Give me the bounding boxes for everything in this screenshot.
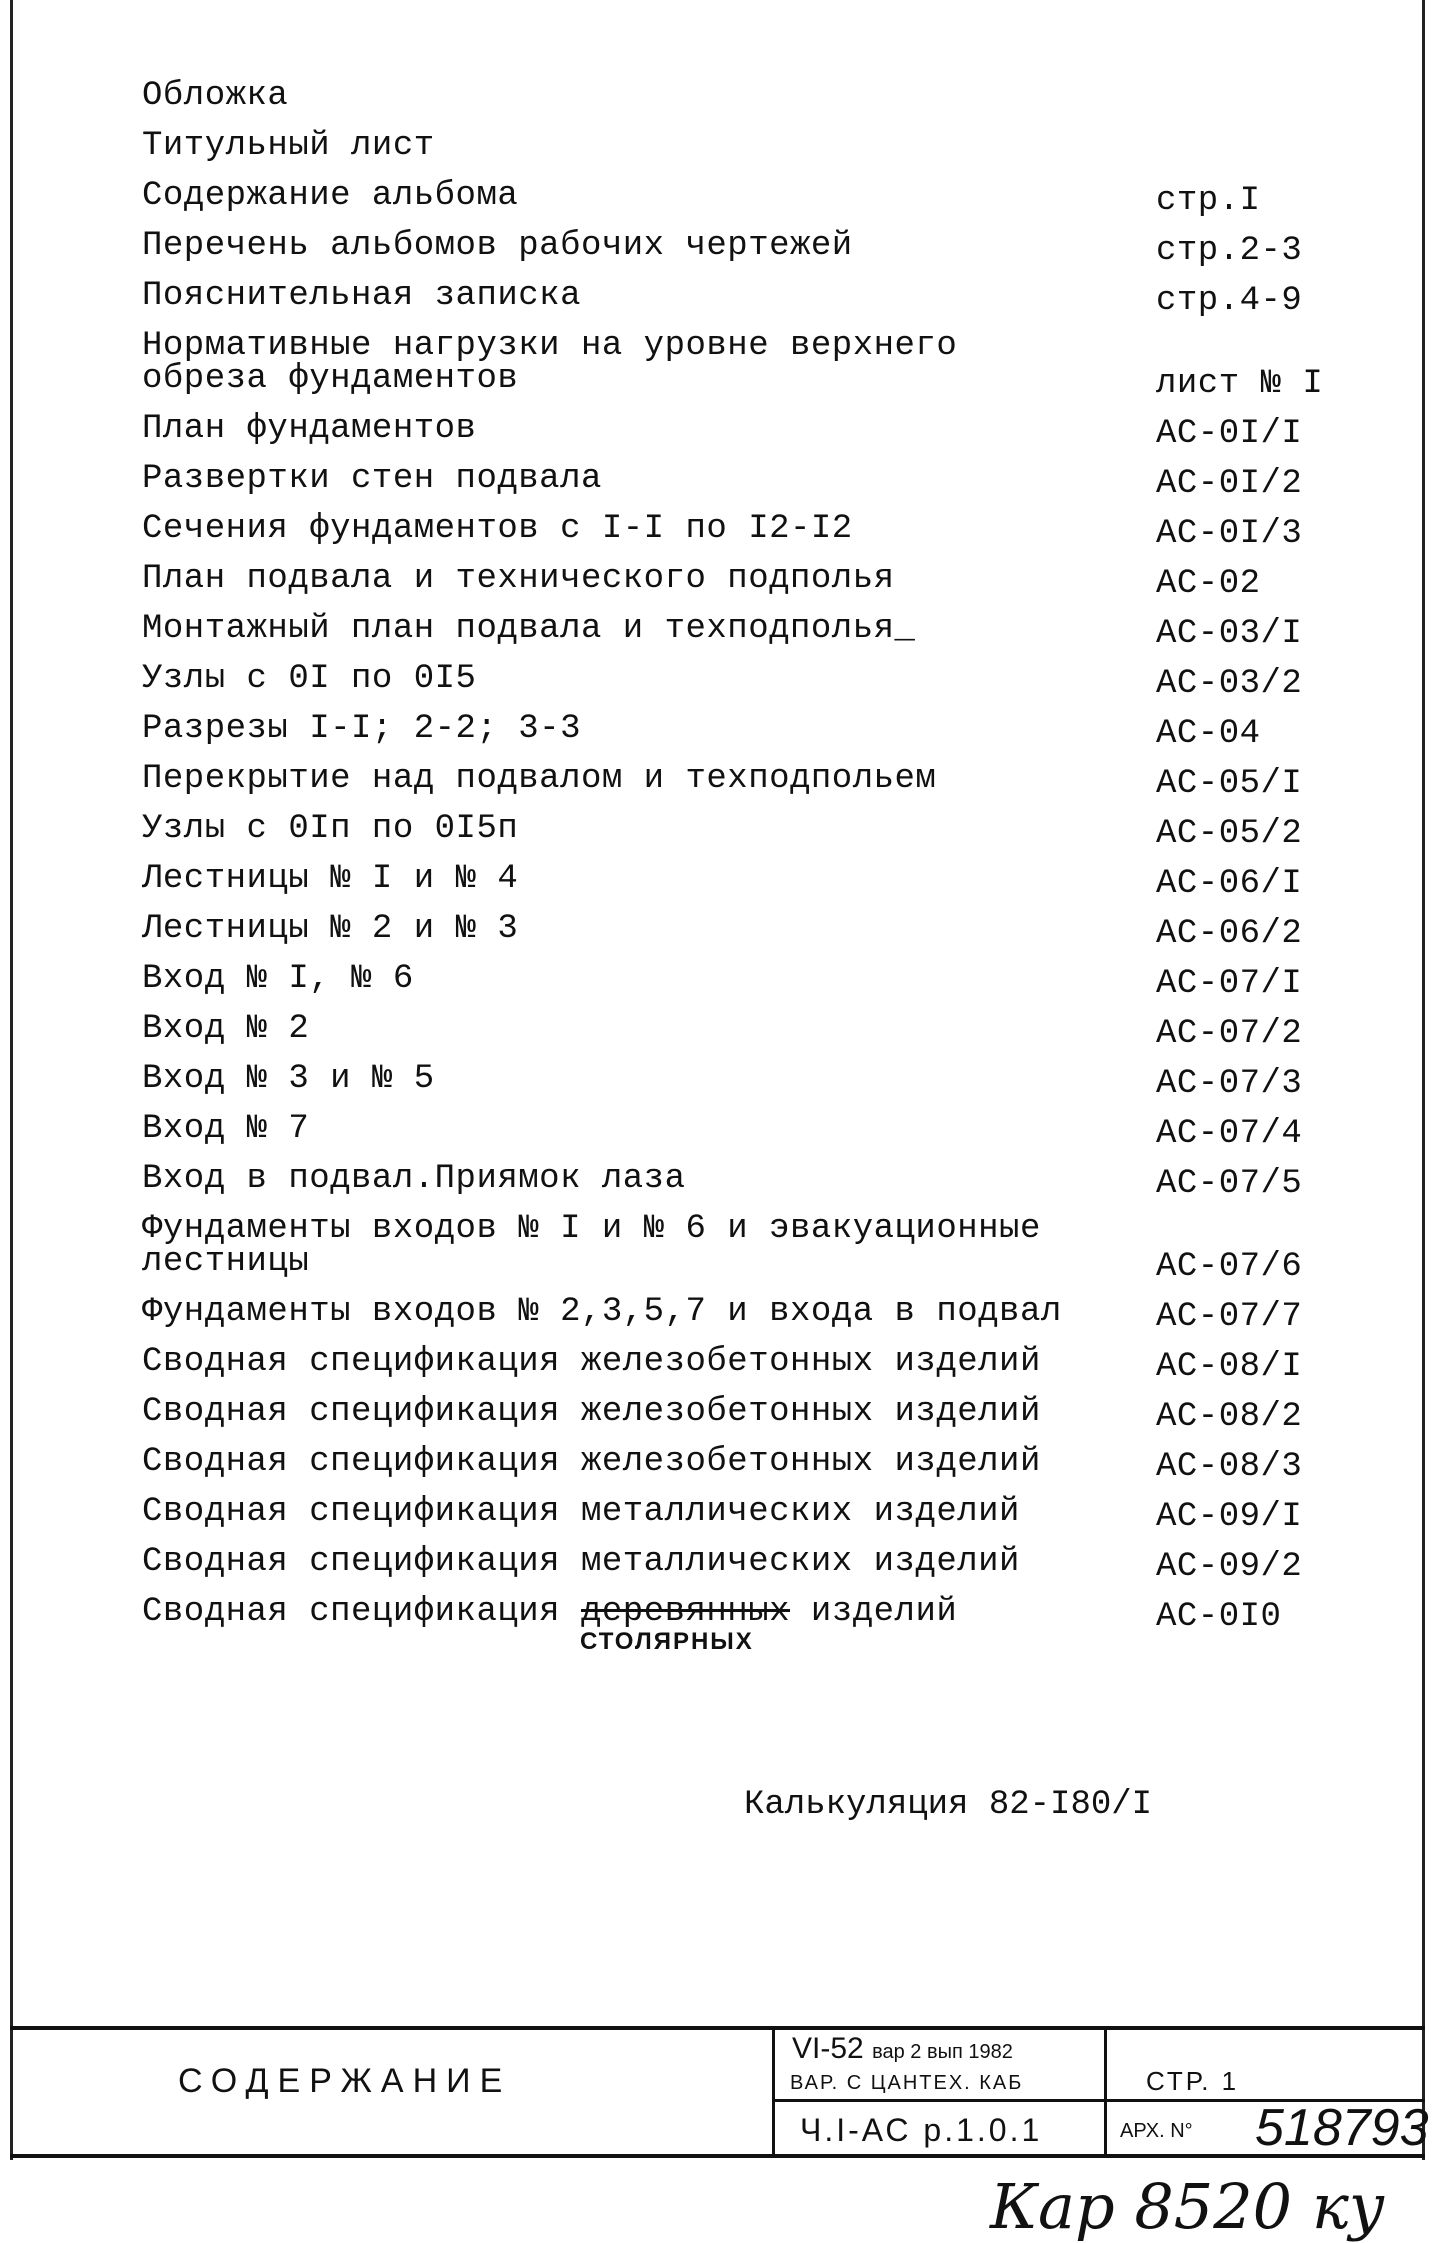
item-ref: АС-0I0 bbox=[1156, 1598, 1282, 1636]
item-ref: АС-08/I bbox=[1156, 1348, 1303, 1386]
signature: Кар 8520 ку bbox=[990, 2170, 1385, 2243]
sheet-title: СОДЕРЖАНИЕ bbox=[178, 2062, 512, 2100]
item-ref: АС-0I/3 bbox=[1156, 515, 1303, 553]
contents-item bbox=[142, 177, 1342, 230]
archive-number: 518793 bbox=[1255, 2099, 1429, 2157]
item-title: Сводная спецификация железобетонных изделий bbox=[142, 1443, 1041, 1481]
item-title: Перекрытие над подвалом и техподпольем bbox=[142, 760, 937, 798]
item-ref: АС-05/I bbox=[1156, 765, 1303, 803]
contents-item bbox=[142, 127, 1342, 180]
contents-item bbox=[142, 410, 1342, 463]
contents-item bbox=[142, 1010, 1342, 1063]
item-title: Сводная спецификация железобетонных изделий bbox=[142, 1343, 1041, 1381]
contents-item bbox=[142, 1293, 1342, 1346]
item-ref: стр.4-9 bbox=[1156, 282, 1303, 320]
item-title: Лестницы № I и № 4 bbox=[142, 860, 519, 898]
item-title: План подвала и технического подполья bbox=[142, 560, 895, 598]
handwritten-correction: СТОЛЯРНЫХ bbox=[580, 1628, 754, 1655]
item-title: Фундаменты входов № I и № 6 и эвакуационные лестницы bbox=[142, 1210, 1041, 1281]
contents-item bbox=[142, 510, 1342, 563]
item-ref: АС-07/7 bbox=[1156, 1298, 1303, 1336]
item-ref: АС-06/I bbox=[1156, 865, 1303, 903]
item-title: Сечения фундаментов с I-I по I2-I2 bbox=[142, 510, 853, 548]
item-ref: АС-0I/I bbox=[1156, 415, 1303, 453]
item-title: Сводная спецификация металлических изделий bbox=[142, 1493, 1020, 1531]
item-title: План фундаментов bbox=[142, 410, 477, 448]
item-title: Вход в подвал.Приямок лаза bbox=[142, 1160, 686, 1198]
contents-item bbox=[142, 1343, 1342, 1396]
contents-item bbox=[142, 1543, 1342, 1596]
item-ref: АС-06/2 bbox=[1156, 915, 1303, 953]
item-ref: АС-02 bbox=[1156, 565, 1261, 603]
page-number: СТР. 1 bbox=[1146, 2066, 1240, 2096]
variant: ВАР. С ЦАНТЕХ. КАБ bbox=[790, 2072, 1024, 2094]
item-title: Перечень альбомов рабочих чертежей bbox=[142, 227, 853, 265]
item-title: Вход № 3 и № 5 bbox=[142, 1060, 435, 1098]
contents-item bbox=[142, 560, 1342, 613]
item-ref: АС-0I/2 bbox=[1156, 465, 1303, 503]
item-ref: стр.I bbox=[1156, 182, 1261, 220]
struck-word: деревянных bbox=[580, 1593, 791, 1631]
item-ref: АС-08/2 bbox=[1156, 1398, 1303, 1436]
item-ref: АС-03/I bbox=[1156, 615, 1303, 653]
item-title: Монтажный план подвала и техподполья_ bbox=[142, 610, 916, 648]
item-ref: АС-07/4 bbox=[1156, 1115, 1303, 1153]
item-ref: АС-07/3 bbox=[1156, 1065, 1303, 1103]
item-ref: АС-03/2 bbox=[1156, 665, 1303, 703]
item-title: Обложка bbox=[142, 77, 289, 115]
calculation-reference: Калькуляция 82-I80/I bbox=[744, 1786, 1153, 1824]
contents-item bbox=[142, 77, 1342, 130]
frame-left-border bbox=[10, 0, 13, 2160]
item-title: Вход № I, № 6 bbox=[142, 960, 414, 998]
document-code: Ч.I-АС р.1.0.1 bbox=[800, 2112, 1043, 2148]
contents-item bbox=[142, 760, 1342, 813]
item-ref: АС-09/I bbox=[1156, 1498, 1303, 1536]
item-title: Узлы с 0Iп по 0I5п bbox=[142, 810, 519, 848]
archive-label: АРХ. N° bbox=[1120, 2120, 1193, 2142]
contents-item bbox=[142, 660, 1342, 713]
contents-item-last bbox=[142, 1593, 1342, 1655]
item-ref: АС-07/I bbox=[1156, 965, 1303, 1003]
item-title: Сводная спецификация железобетонных изделий bbox=[142, 1393, 1041, 1431]
item-title: Фундаменты входов № 2,3,5,7 и входа в подвал bbox=[142, 1293, 1062, 1331]
item-title: Содержание альбома bbox=[142, 177, 519, 215]
title-block-bottom-line bbox=[10, 2154, 1425, 2158]
item-title: Лестницы № 2 и № 3 bbox=[142, 910, 519, 948]
contents-item bbox=[142, 1110, 1342, 1163]
item-ref: АС-04 bbox=[1156, 715, 1261, 753]
item-ref: АС-05/2 bbox=[1156, 815, 1303, 853]
item-title: Сводная спецификация металлических изделий bbox=[142, 1543, 1020, 1581]
item-title: Развертки стен подвала bbox=[142, 460, 602, 498]
item-ref: лист № I bbox=[1156, 365, 1324, 403]
contents-item bbox=[142, 327, 1342, 413]
contents-item bbox=[142, 460, 1342, 513]
contents-item bbox=[142, 610, 1342, 663]
contents-item bbox=[142, 1160, 1342, 1213]
item-title: Разрезы I-I; 2-2; 3-3 bbox=[142, 710, 581, 748]
item-title: Узлы с 0I по 0I5 bbox=[142, 660, 477, 698]
series: VI-52 вар 2 вып 1982 bbox=[792, 2032, 1013, 2065]
item-title: Нормативные нагрузки на уровне верхнего обреза фундаментов bbox=[142, 327, 958, 398]
title-block-divider bbox=[772, 2028, 775, 2156]
contents-item bbox=[142, 960, 1342, 1013]
item-ref: АС-09/2 bbox=[1156, 1548, 1303, 1586]
title-block-divider bbox=[1104, 2028, 1107, 2156]
contents-item bbox=[142, 810, 1342, 863]
contents-item bbox=[142, 277, 1342, 330]
item-title: Титульный лист bbox=[142, 127, 435, 165]
contents-item bbox=[142, 910, 1342, 963]
item-title: Вход № 2 bbox=[142, 1010, 310, 1048]
title-block-top-line bbox=[10, 2026, 1425, 2030]
contents-item bbox=[142, 227, 1342, 280]
item-ref: АС-07/2 bbox=[1156, 1015, 1303, 1053]
item-ref: АС-08/3 bbox=[1156, 1448, 1303, 1486]
item-ref: стр.2-3 bbox=[1156, 232, 1303, 270]
contents-item bbox=[142, 860, 1342, 913]
item-title: Вход № 7 bbox=[142, 1110, 310, 1148]
contents-list bbox=[142, 77, 1342, 1655]
contents-item bbox=[142, 1443, 1342, 1496]
contents-item bbox=[142, 1210, 1342, 1296]
item-title: Сводная спецификация деревянных изделий bbox=[142, 1593, 958, 1631]
item-ref: АС-07/5 bbox=[1156, 1165, 1303, 1203]
contents-item bbox=[142, 1060, 1342, 1113]
frame-right-border bbox=[1422, 0, 1425, 2160]
contents-item bbox=[142, 1393, 1342, 1446]
item-ref: АС-07/6 bbox=[1156, 1248, 1303, 1286]
contents-item bbox=[142, 1493, 1342, 1546]
contents-item bbox=[142, 710, 1342, 763]
item-title: Пояснительная записка bbox=[142, 277, 581, 315]
